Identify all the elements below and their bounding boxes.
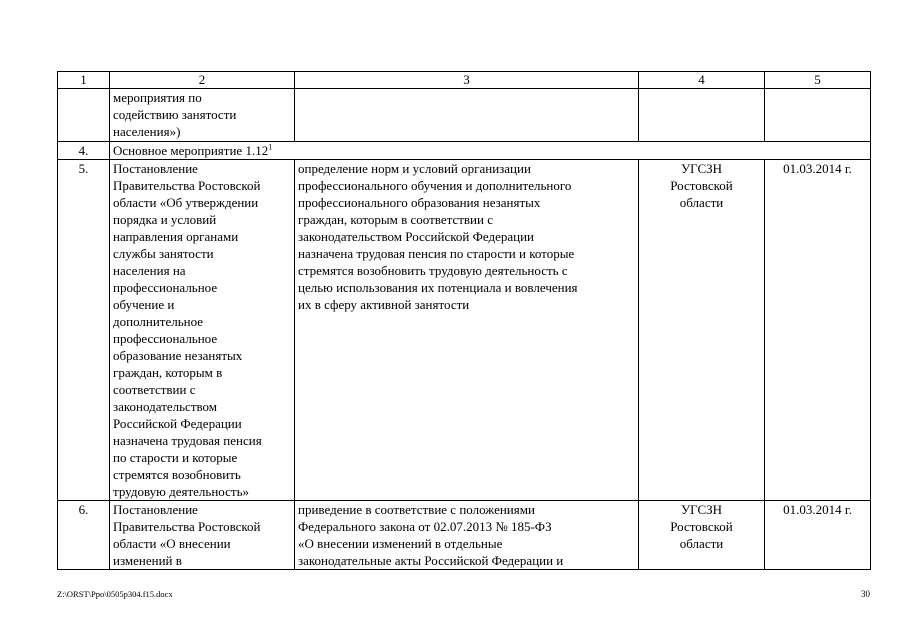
document-title-text: Постановление Правительства Ростовской области «О внесении изменений в — [113, 502, 261, 568]
footer-file-path: Z:\ORST\Ppo\0505p304.f15.docx — [57, 589, 173, 599]
plan-table — [57, 71, 871, 570]
table-row-main-event — [58, 142, 871, 160]
date-cell: 01.03.2014 г. — [765, 501, 871, 570]
description-cell — [295, 160, 639, 501]
main-event-title: Основное мероприятие 1.12 — [113, 143, 269, 158]
table-row-5 — [58, 160, 871, 501]
table-row-6 — [58, 501, 871, 570]
description-text: приведение в соответствие с положениями Федерального закона от 02.07.2013 № 185-ФЗ «О внесении изменений в отдельные законодательные акты Российской Федерации и — [298, 502, 564, 568]
document-title-text: Постановление Правительства Ростовской области «Об утверждении порядка и условий направления органами службы занятости населения на профессиональное обучение и дополнительное профессиональное образование незанятых граждан, которым в соответствии с законодательством Российской Федерации назначена трудовая пенсия по старости и которые стремятся возобновить трудовую деятельность» — [113, 161, 262, 499]
responsible-cell — [639, 501, 765, 570]
header-cell-3: 3 — [295, 72, 639, 89]
document-title-text: мероприятия по содействию занятости населения») — [113, 90, 237, 139]
row-number: 4. — [58, 142, 110, 160]
description-cell — [295, 89, 639, 142]
main-event-cell — [110, 142, 871, 160]
header-cell-4: 4 — [639, 72, 765, 89]
row-number-cell — [58, 89, 110, 142]
table-row-continuation — [58, 89, 871, 142]
page-number: 30 — [861, 589, 870, 599]
responsible-text: УГСЗН Ростовской области — [670, 161, 733, 210]
row-number: 5. — [58, 160, 110, 501]
responsible-text: УГСЗН Ростовской области — [670, 502, 733, 551]
table-header-row — [58, 72, 871, 89]
header-cell-5: 5 — [765, 72, 871, 89]
header-cell-2: 2 — [110, 72, 295, 89]
row-number: 6. — [58, 501, 110, 570]
description-text: определение норм и условий организации профессионального обучения и дополнительного профессионального образования незанятых граждан, которым в соответствии с законодательством Российской Федерации назначена трудовая пенсия по старости и которые стремятся возобновить трудовую деятельность с целью использования их потенциала и вовлечения их в сферу активной занятости — [298, 161, 578, 312]
date-cell — [765, 89, 871, 142]
description-cell — [295, 501, 639, 570]
responsible-cell — [639, 89, 765, 142]
date-cell: 01.03.2014 г. — [765, 160, 871, 501]
document-title-cell — [110, 501, 295, 570]
document-title-cell — [110, 160, 295, 501]
document-title-cell — [110, 89, 295, 142]
responsible-cell — [639, 160, 765, 501]
footnote-marker: 1 — [268, 142, 273, 152]
header-cell-1: 1 — [58, 72, 110, 89]
